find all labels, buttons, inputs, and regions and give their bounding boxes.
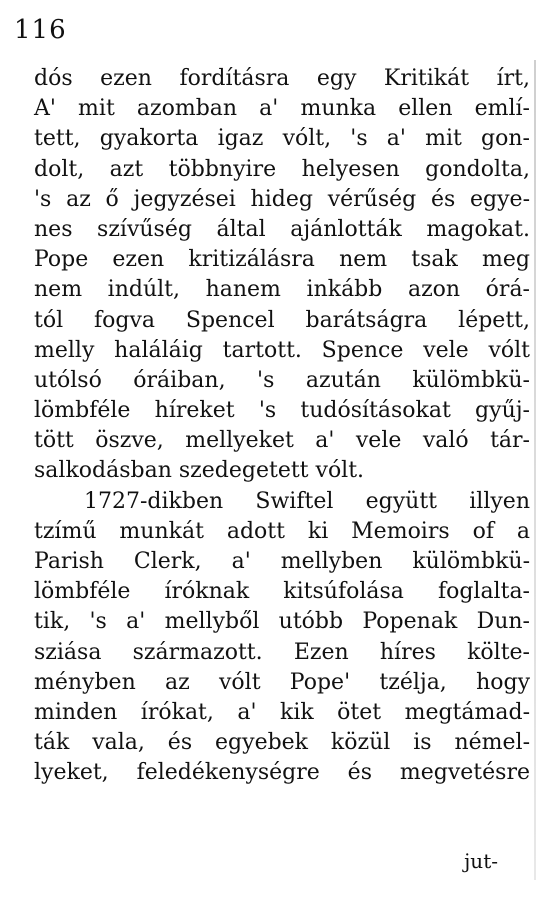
text-line: ták vala, és egyebek közül is némel- (34, 730, 530, 756)
text-line: tett, gyakorta igaz vólt, 's a' mit gon- (34, 126, 530, 152)
text-line: melly haláláig tartott. Spence vele vólt (34, 337, 530, 363)
text-line: tött öszve, mellyeket a' vele való tár- (34, 428, 530, 454)
text-line: lömbféle íróknak kitsúfolása foglalta- (34, 579, 530, 605)
catchword: jut- (464, 849, 498, 873)
text-line: sziása származott. Ezen híres költe- (34, 639, 530, 665)
text-line: minden írókat, a' kik ötet megtámad- (34, 699, 530, 725)
text-line: Pope ezen kritizálásra nem tsak meg (34, 247, 530, 273)
page-edge-shadow (534, 60, 536, 880)
text-line: 's az ő jegyzései hideg vérűség és egye- (34, 186, 530, 212)
text-line: A' mit azomban a' munka ellen emlí- (34, 96, 530, 122)
text-line: nes szívűség által ajánlották magokat. (34, 216, 530, 242)
text-line: ményben az vólt Pope' tzélja, hogy (34, 669, 530, 695)
text-line: 1727-dikben Swiftel együtt illyen (84, 488, 530, 514)
text-line: dolt, azt többnyire helyesen gondolta, (34, 156, 530, 182)
text-line: dós ezen fordításra egy Kritikát írt, (34, 66, 530, 91)
page-number: 116 (14, 15, 67, 45)
text-line: nem indúlt, hanem inkább azon órá- (34, 277, 530, 303)
text-line: salkodásban szedegetett vólt. (34, 458, 365, 484)
text-line: lömbféle híreket 's tudósításokat gyűj- (34, 398, 530, 424)
text-line: utólsó óráiban, 's azután külömbkü- (34, 367, 530, 393)
text-line: lyeket, feledékenységre és megvetésre (34, 760, 530, 786)
text-line: tik, 's a' mellyből utóbb Popenak Dun- (34, 609, 530, 635)
text-line: tzímű munkát adott ki Memoirs of a (34, 518, 530, 544)
text-line: Parish Clerk, a' mellyben külömbkü- (34, 549, 530, 574)
body-text (34, 64, 530, 789)
text-line: tól fogva Spencel barátságra lépett, (34, 307, 530, 333)
